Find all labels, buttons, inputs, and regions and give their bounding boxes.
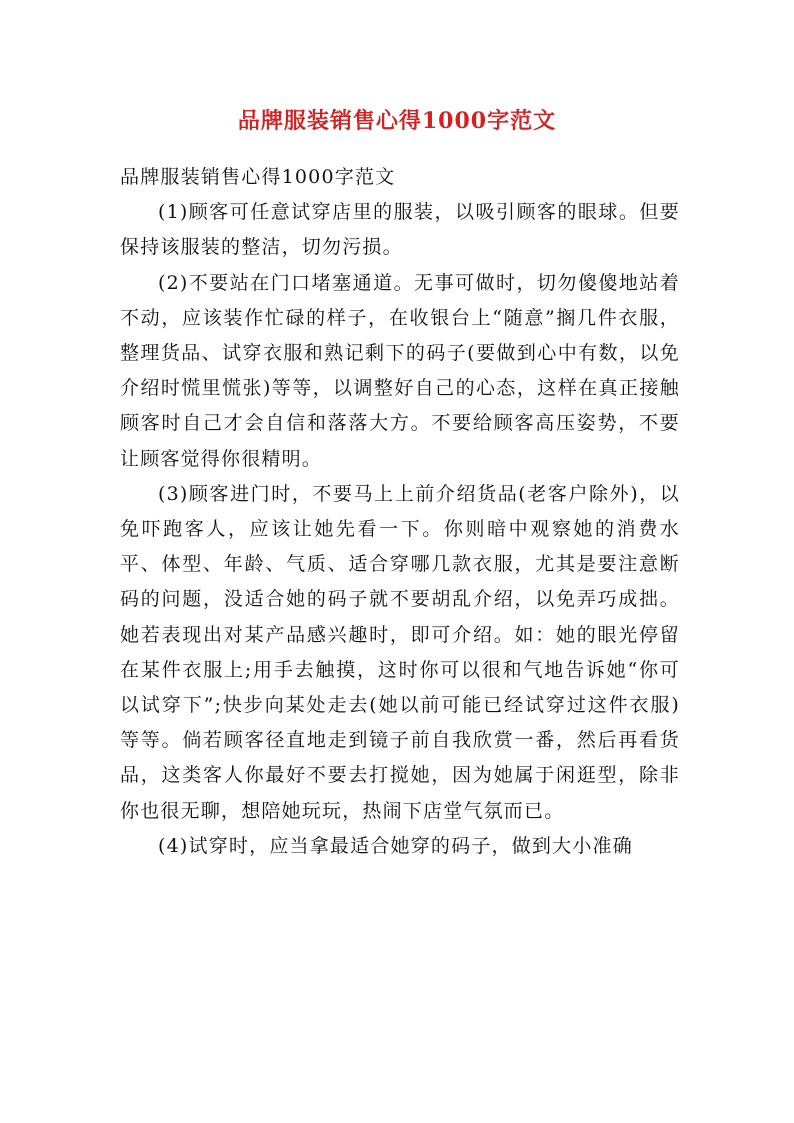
paragraph-4: (4)试穿时，应当拿最适合她穿的码子，做到大小准确 [158,834,633,857]
paragraph-2: (2)不要站在门口堵塞通道。无事可做时，切勿傻傻地站着不动，应该装作忙碌的样子，在收银台上“随意”搁几件衣服，整理货品、试穿衣服和熟记剩下的码子(要做到心中有数，以免介绍时慌里慌张)等等，以调整好自己的心态，这样在真正接触顾客时自己才会自信和落落大方。不要给顾客高压姿势，不要让顾客觉得你很精明。 [120,271,680,470]
document-title: 品牌服装销售心得1000字范文 [237,108,557,134]
subtitle-paragraph: 品牌服装销售心得1000字范文 [120,166,396,188]
paragraph-3: (3)顾客进门时，不要马上上前介绍货品(老客户除外)，以免吓跑客人，应该让她先看一下。你则暗中观察她的消费水平、体型、年龄、气质、适合穿哪几款衣服，尤其是要注意断码的问题，没适合她的码子就不要胡乱介绍，以免弄巧成拙。她若表现出对某产品感兴趣时，即可介绍。如：她的眼光停留在某件衣服上;用手去触摸，这时你可以很和气地告诉她“你可以试穿下”;快步向某处走去(她以前可能已经试穿过这件衣服)等等。倘若顾客径直地走到镜子前自我欣赏一番，然后再看货品，这类客人你最好不要去打搅她，因为她属于闲逛型，除非你也很无聊，想陪她玩玩，热闹下店堂气氛而已。 [120,482,680,822]
paragraph-1: (1)顾客可任意试穿店里的服装，以吸引顾客的眼球。但要保持该服装的整洁，切勿污损。 [120,201,680,259]
document-body [120,160,680,864]
